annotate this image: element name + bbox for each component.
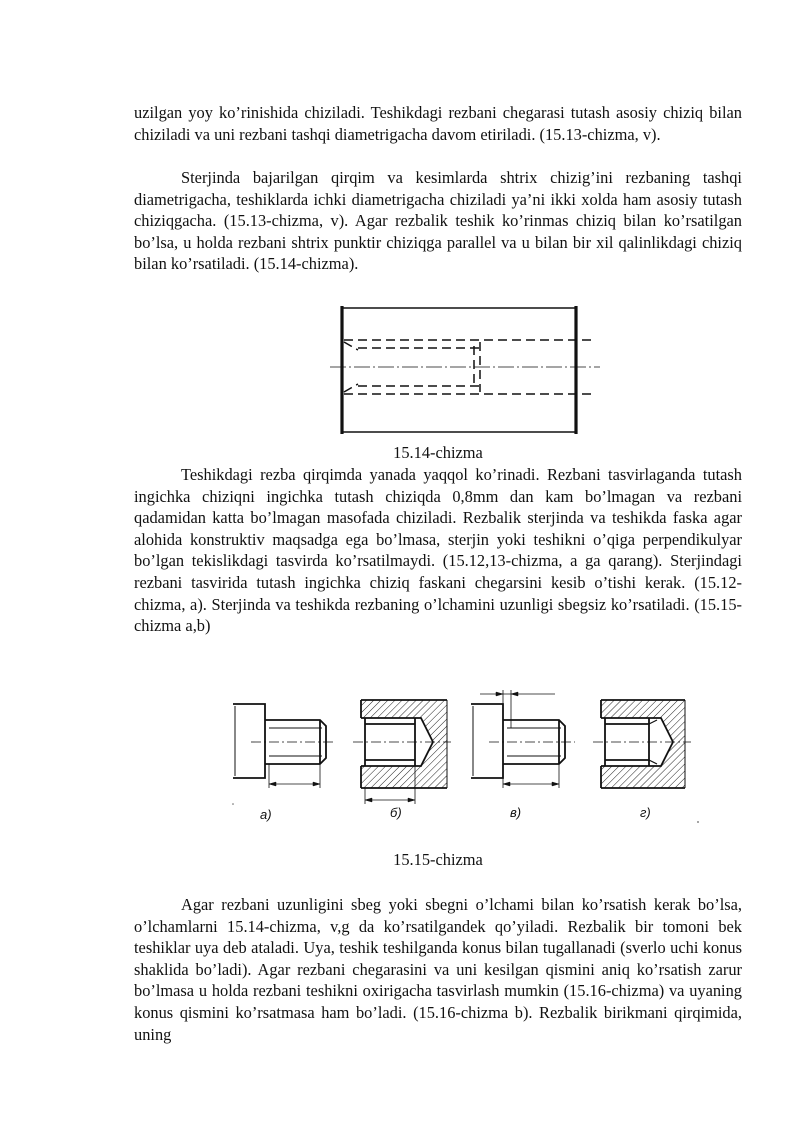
- figure-15-14-drawing: [330, 306, 600, 436]
- figure-15-15-drawing: [225, 686, 705, 826]
- paragraph-3: Teshikdagi rezba qirqimda yanada yaqqol ko’rinadi. Rezbani tasvirlaganda tutash ingichka chiziqni ingichka tutash chiziqda 0,8mm dan kam bo’lmagan va rezbani qadamidan katta bo’lmagan masofada chiziladi. Rezbalik sterjinda va teshikda faska agar alohida konstruktiv maqsadga ega bo’lmasa, sterjin yoki teshikni o’qiga perpendikulyar bo’lgan tekislikdagi tasvirda ko’rsatilmaydi. (15.12,13-chizma, a ga qarang). Sterjindagi rezbani tasvirida tutash ingichka chiziq faskani chegarsini kesib o’tishi kerak. (15.12-chizma, a). Sterjinda va teshikda rezbaning o’lchamini uzunligi sbegsiz ko’rsatiladi. (15.15-chizma a,b): [134, 465, 742, 636]
- figure-sub-label-b: б): [390, 805, 402, 820]
- figure-a-bolt: [233, 704, 335, 788]
- paragraph-1: uzilgan yoy ko’rinishida chiziladi. Teshikdagi rezbani chegarasi tutash asosiy chiziq bilan chiziladi va uni rezbani tashqi diametrigacha davom etiriladi. (15.13-chizma, v).: [134, 103, 742, 144]
- figure-15-14-caption: 15.14-chizma: [393, 443, 483, 462]
- figure-sub-label-a: а): [260, 807, 272, 822]
- figure-c-bolt: [471, 690, 575, 788]
- figure-b-hole: [353, 700, 451, 804]
- figure-d-hole: [593, 700, 691, 788]
- paragraph-2: Sterjinda bajarilgan qirqim va kesimlarda shtrix chizig’ini rezbaning tashqi diametrigacha, teshiklarda ichki diametrigacha chiziladi ya’ni ikki xolda ham asosiy tutash chiziqgacha. (15.13-chizma, v). Agar rezbalik teshik ko’rinmas chiziq bilan ko’rsatilgan bo’lsa, u holda rezbani shtrix punktir chiziqga parallel va u bilan bir xil qalinlikdagi chiziq bilan ko’rsatiladi. (15.14-chizma).: [134, 168, 742, 274]
- figure-15-15-caption: 15.15-chizma: [393, 850, 483, 869]
- figure-sub-label-c: в): [510, 805, 522, 820]
- figure-sub-label-d: г): [640, 805, 651, 820]
- paragraph-4: Agar rezbani uzunligini sbeg yoki sbegni o’lchami bilan ko’rsatish kerak bo’lsa, o’lchamlarni 15.14-chizma, v,g da ko’rsatilgandek qo’yiladi. Rezbalik bir tomoni bek teshiklar uya deb ataladi. Uya, teshik teshilganda konus bilan tugallanadi (sverlo uchi konus shaklida bo’ladi). Agar rezbani chegarasini va uni kesilgan qismini aniq ko’rsatish zarur bo’lmasa u holda rezbani teshikni oxirigacha tasvirlash mumkin (15.16-chizma) va uyaning konus qismini ko’rsatmasa ham bo’ladi. (15.16-chizma b). Rezbalik birikmani qirqimida, uning: [134, 895, 742, 1044]
